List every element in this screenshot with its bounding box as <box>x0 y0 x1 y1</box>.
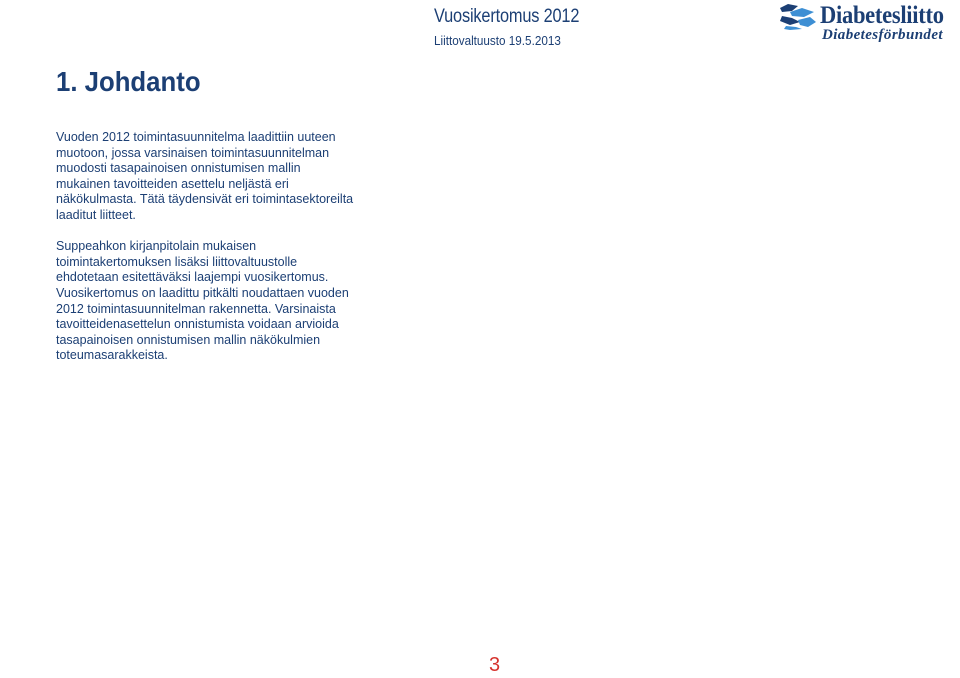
logo-subname: Diabetesförbundet <box>822 27 943 43</box>
doc-header-title: Vuosikertomus 2012 <box>434 6 580 27</box>
paragraph: Suppeahkon kirjanpitolain mukaisen toimintakertomuksen lisäksi liittovaltuustolle ehdotetaan esitettäväksi laajempi vuosikertomus. Vuosikertomus on laadittu pitkälti noudattaen vuoden 2012 toimintasuunnitelman rakennetta. Varsinaista tavoitteidenasettelun onnistumista voidaan arvioida tasapainoisen onnistumisen mallin näkökulmien toteumasarakkeista. <box>56 239 349 363</box>
doc-header-subtitle: Liittovaltuusto 19.5.2013 <box>434 33 561 48</box>
diabetesliitto-logo-icon <box>778 2 818 30</box>
body-text <box>56 130 386 380</box>
page-title: 1. Johdanto <box>56 66 201 97</box>
page-number: 3 <box>489 654 501 676</box>
diabetesliitto-logo <box>778 2 958 44</box>
logo-name: Diabetesliitto <box>820 2 944 29</box>
paragraph: Vuoden 2012 toimintasuunnitelma laadittiin uuteen muotoon, jossa varsinaisen toimintasuunnitelman muodosti tasapainoisen onnistumisen mallin mukainen tavoitteiden asettelu neljästä eri näkökulmasta. Tätä täydensivät eri toimintasektoreilta laaditut liitteet. <box>56 130 354 222</box>
